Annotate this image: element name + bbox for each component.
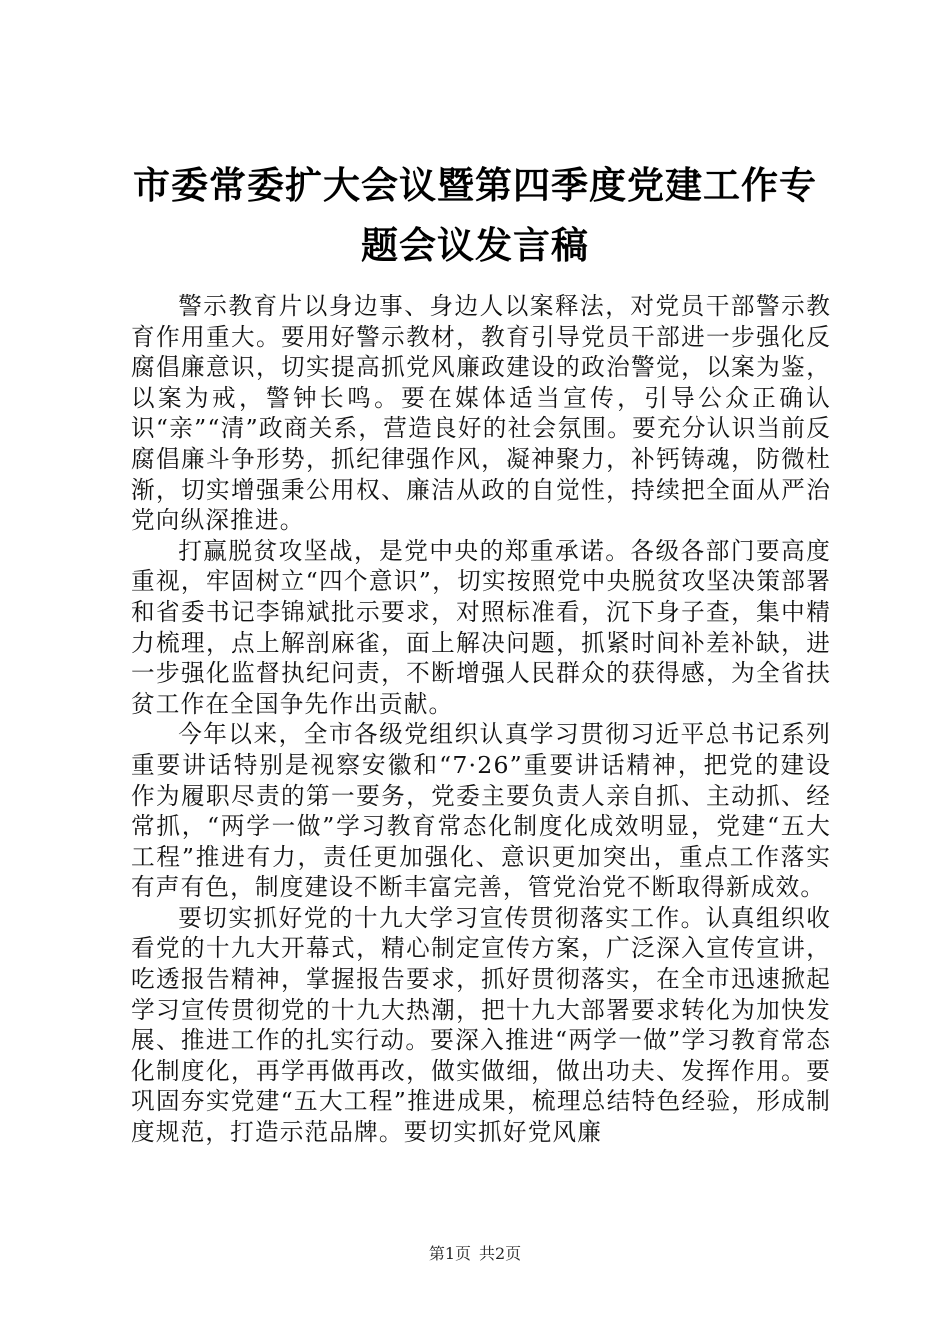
page-footer — [0, 1244, 950, 1264]
paragraph-1: 警示教育片以身边事、身边人以案释法，对党员干部警示教育作用重大。要用好警示教材，教育引导党员干部进一步强化反腐倡廉意识，切实提高抓党风廉政建设的政治警觉，以案为鉴，以案为戒，警钟长鸣。要在媒体适当宣传，引导公众正确认识“亲”“清”政商关系，营造良好的社会氛围。要充分认识当前反腐倡廉斗争形势，抓纪律强作风，凝神聚力，补钙铸魂，防微杜渐，切实增强秉公用权、廉洁从政的自觉性，持续把全面从严治党向纵深推进。 — [131, 292, 831, 535]
paragraph-4: 要切实抓好党的十九大学习宣传贯彻落实工作。认真组织收看党的十九大开幕式，精心制定宣传方案，广泛深入宣传宣讲，吃透报告精神，掌握报告要求，抓好贯彻落实，在全市迅速掀起学习宣传贯彻党的十九大热潮，把十九大部署要求转化为加快发展、推进工作的扎实行动。要深入推进“两学一做”学习教育常态化制度化，再学再做再改，做实做细，做出功夫、发挥作用。要巩固夯实党建“五大工程”推进成果，梳理总结特色经验，形成制度规范，打造示范品牌。要切实抓好党风廉 — [131, 903, 831, 1147]
page-total: 共2页 — [479, 1244, 522, 1263]
paragraph-2: 打赢脱贫攻坚战，是党中央的郑重承诺。各级各部门要高度重视，牢固树立“四个意识”，切实按照党中央脱贫攻坚决策部署和省委书记李锦斌批示要求，对照标准看，沉下身子查，集中精力梳理，点上解剖麻雀，面上解决问题，抓紧时间补差补缺，进一步强化监督执纪问责，不断增强人民群众的获得感，为全省扶贫工作在全国争先作出贡献。 — [131, 536, 831, 718]
document-title: 市委常委扩大会议暨第四季度党建工作专题会议发言稿 — [133, 164, 817, 267]
paragraph-3: 今年以来，全市各级党组织认真学习贯彻习近平总书记系列重要讲话特别是视察安徽和“7·26”重要讲话精神，把党的建设作为履职尽责的第一要务，党委主要负责人亲自抓、主动抓、经常抓，“两学一做”学习教育常态化制度化成效明显，党建“五大工程”推进有力，责任更加强化、意识更加突出，重点工作落实有声有色，制度建设不断丰富完善，管党治党不断取得新成效。 — [131, 720, 831, 902]
page-number: 第1页 — [428, 1244, 471, 1263]
document-body — [131, 291, 831, 1148]
